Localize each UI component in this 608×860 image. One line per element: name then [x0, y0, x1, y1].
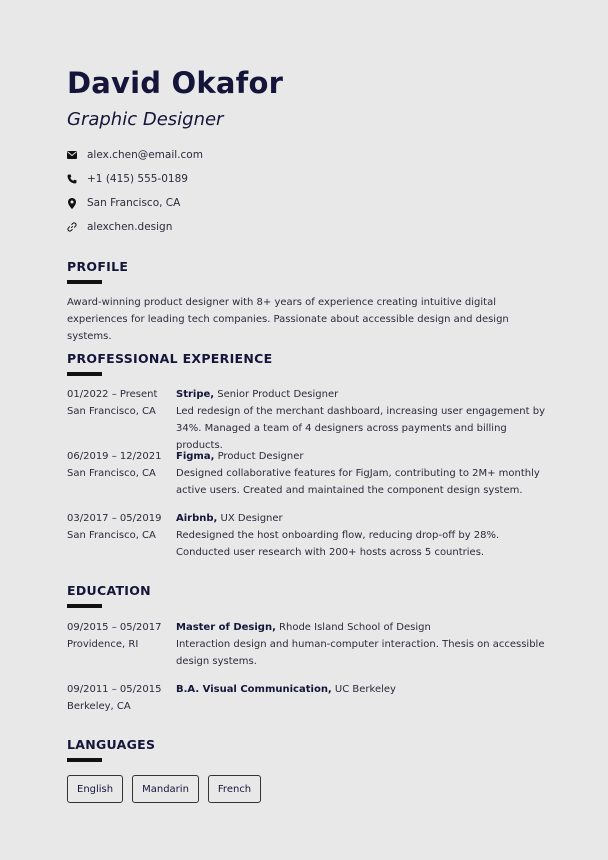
entry-description: Interaction design and human-computer interaction. Thesis on accessible design systems. — [176, 639, 545, 667]
entry-organization: Stripe, — [176, 389, 215, 400]
profile-text: Award-winning product designer with 8+ years of experience creating intuitive digital experiences for leading tech companies. Passionate about accessible design and design systems. — [67, 297, 509, 342]
entry-dates: 01/2022 – Present — [67, 389, 158, 400]
language-list — [67, 775, 270, 803]
entry-description: Designed collaborative features for FigJam, contributing to 2M+ monthly active users. Created and maintained the component design system. — [176, 468, 540, 496]
entry-role: Rhode Island School of Design — [275, 622, 431, 633]
experience-heading: PROFESSIONAL EXPERIENCE — [67, 351, 273, 366]
profile-heading: PROFILE — [67, 259, 129, 274]
languages-heading: LANGUAGES — [67, 737, 156, 752]
entry-location: San Francisco, CA — [67, 406, 156, 417]
candidate-name: David Okafor — [67, 66, 284, 100]
entry-organization: B.A. Visual Communication, — [176, 684, 332, 695]
candidate-title: Graphic Designer — [67, 109, 224, 130]
entry-description: Led redesign of the merchant dashboard, increasing user engagement by 34%. Managed a team of 4 designers across payments and billing products. — [176, 406, 546, 451]
education-heading-bar — [67, 604, 102, 608]
language-tag: Mandarin — [132, 775, 199, 803]
contact-email-row — [67, 147, 203, 163]
entry-role: UC Berkeley — [331, 684, 396, 695]
entry-description: Redesigned the host onboarding flow, reducing drop-off by 28%. Conducted user research with 200+ hosts across 5 countries. — [176, 530, 500, 558]
entry-role: Product Designer — [214, 451, 304, 462]
contact-website[interactable]: alexchen.design — [87, 221, 173, 233]
profile-heading-bar — [67, 280, 102, 284]
entry-role: UX Designer — [217, 513, 283, 524]
contact-website-row — [67, 219, 172, 235]
contact-phone-row — [67, 171, 188, 187]
phone-icon — [67, 174, 77, 184]
entry-organization: Airbnb, — [176, 513, 218, 524]
experience-heading-bar — [67, 372, 102, 376]
entry-organization: Figma, — [176, 451, 215, 462]
entry-location: Berkeley, CA — [67, 701, 131, 712]
entry-location: San Francisco, CA — [67, 530, 156, 541]
entry-location: Providence, RI — [67, 639, 139, 650]
entry-dates: 09/2015 – 05/2017 — [67, 622, 162, 633]
entry-location: San Francisco, CA — [67, 468, 156, 479]
map-pin-icon — [67, 198, 77, 208]
languages-heading-bar — [67, 758, 102, 762]
entry-dates: 06/2019 – 12/2021 — [67, 451, 162, 462]
entry-role: Senior Product Designer — [214, 389, 339, 400]
contact-email[interactable]: alex.chen@email.com — [87, 149, 203, 161]
entry-dates: 03/2017 – 05/2019 — [67, 513, 162, 524]
envelope-icon — [67, 150, 77, 160]
education-heading: EDUCATION — [67, 583, 151, 598]
entry-dates: 09/2011 – 05/2015 — [67, 684, 162, 695]
contact-location: San Francisco, CA — [87, 197, 181, 209]
language-tag: English — [67, 775, 123, 803]
contact-location-row — [67, 195, 180, 211]
link-icon — [67, 222, 77, 232]
contact-phone[interactable]: +1 (415) 555-0189 — [87, 173, 188, 185]
language-tag: French — [208, 775, 261, 803]
entry-organization: Master of Design, — [176, 622, 276, 633]
